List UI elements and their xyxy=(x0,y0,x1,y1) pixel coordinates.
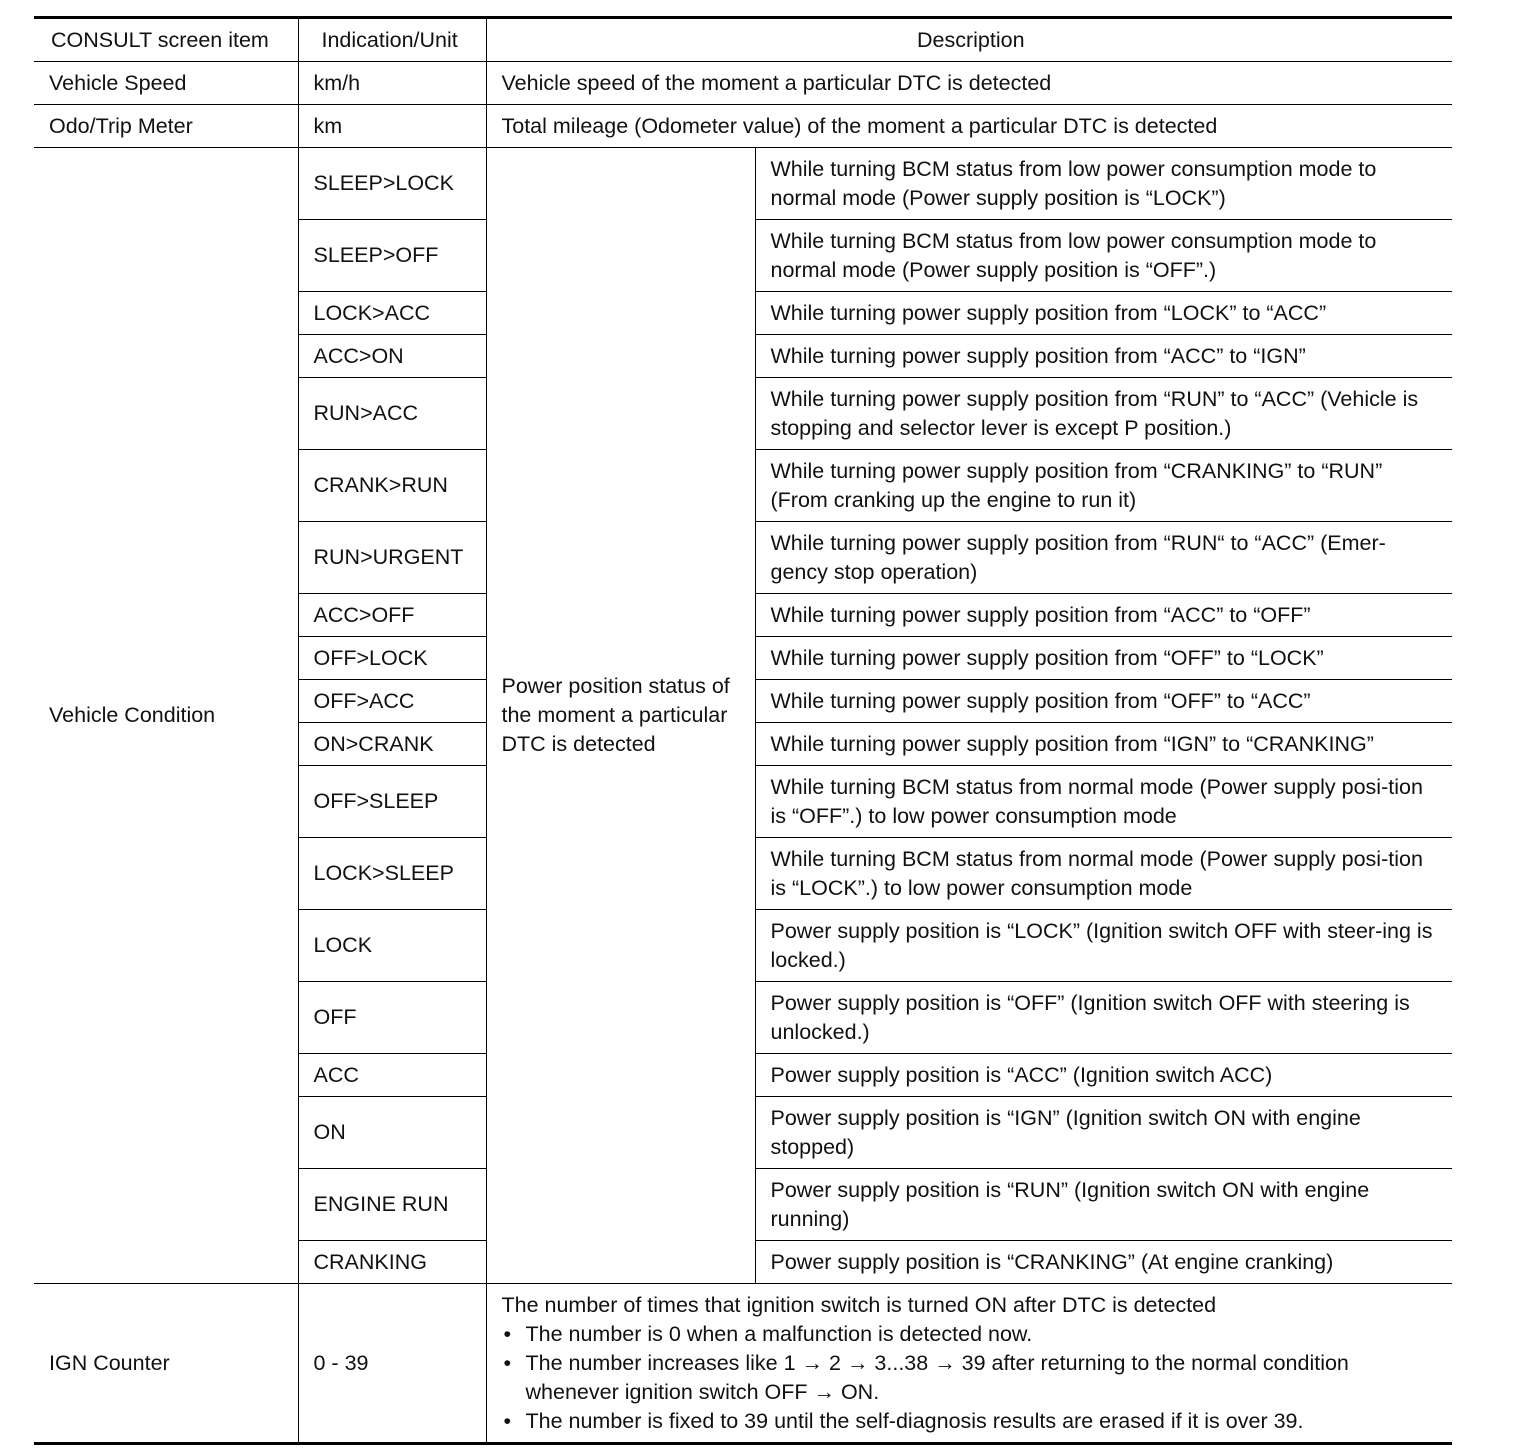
ign-counter-description xyxy=(486,1284,1452,1444)
description-cell: While turning BCM status from normal mode (Power supply posi-tion is “OFF”.) to low power consumption mode xyxy=(755,766,1452,838)
indication-cell: OFF>ACC xyxy=(298,680,486,723)
description-cell: While turning power supply position from “OFF” to “LOCK” xyxy=(755,637,1452,680)
indication-cell: RUN>URGENT xyxy=(298,522,486,594)
indication-cell: RUN>ACC xyxy=(298,378,486,450)
description-cell: While turning power supply position from “OFF” to “ACC” xyxy=(755,680,1452,723)
description-cell: Power supply position is “ACC” (Ignition switch ACC) xyxy=(755,1054,1452,1097)
table-row xyxy=(34,62,1452,105)
table-header-row xyxy=(34,18,1452,62)
ign-counter-intro: The number of times that ignition switch is turned ON after DTC is detected xyxy=(501,1292,1217,1317)
description-cell: Vehicle speed of the moment a particular DTC is detected xyxy=(486,62,1452,105)
list-item: • The number is fixed to 39 until the self-diagnosis results are erased if it is over 39. xyxy=(502,1407,1441,1436)
list-item: • The number is 0 when a malfunction is detected now. xyxy=(502,1320,1441,1349)
description-cell: While turning power supply position from “CRANKING” to “RUN” (From cranking up the engine to run it) xyxy=(755,450,1452,522)
spec-page xyxy=(34,16,1452,1445)
list-item: • The number increases like 1 → 2 → 3...38 → 39 after returning to the normal condition whenever ignition switch OFF → ON. xyxy=(502,1349,1441,1407)
description-cell: While turning BCM status from low power consumption mode to normal mode (Power supply position is “OFF”.) xyxy=(755,220,1452,292)
description-cell: While turning power supply position from “IGN” to “CRANKING” xyxy=(755,723,1452,766)
indication-cell: CRANK>RUN xyxy=(298,450,486,522)
description-cell: While turning power supply position from “RUN“ to “ACC” (Emer-gency stop operation) xyxy=(755,522,1452,594)
indication-cell: CRANKING xyxy=(298,1241,486,1284)
header-screen-item: CONSULT screen item xyxy=(34,18,298,62)
ign-counter-item: IGN Counter xyxy=(34,1284,298,1444)
indication-cell: LOCK>SLEEP xyxy=(298,838,486,910)
indication-cell: LOCK>ACC xyxy=(298,292,486,335)
table-row xyxy=(34,105,1452,148)
indication-cell: ACC>ON xyxy=(298,335,486,378)
indication-cell: OFF>LOCK xyxy=(298,637,486,680)
description-cell: Power supply position is “RUN” (Ignition switch ON with engine running) xyxy=(755,1169,1452,1241)
ign-counter-bullets xyxy=(502,1320,1441,1436)
consult-data-table xyxy=(34,16,1452,1445)
indication-cell: ACC>OFF xyxy=(298,594,486,637)
indication-cell: ENGINE RUN xyxy=(298,1169,486,1241)
indication-cell: ON xyxy=(298,1097,486,1169)
vehicle-condition-group-description: Power position status of the moment a particular DTC is detected xyxy=(486,148,755,1284)
indication-cell: SLEEP>OFF xyxy=(298,220,486,292)
description-cell: Power supply position is “LOCK” (Ignition switch OFF with steer-ing is locked.) xyxy=(755,910,1452,982)
indication-cell: OFF xyxy=(298,982,486,1054)
table-row xyxy=(34,1284,1452,1444)
description-cell: Power supply position is “CRANKING” (At engine cranking) xyxy=(755,1241,1452,1284)
description-cell: While turning power supply position from “ACC” to “OFF” xyxy=(755,594,1452,637)
description-cell: Power supply position is “OFF” (Ignition switch OFF with steering is unlocked.) xyxy=(755,982,1452,1054)
description-cell: While turning BCM status from normal mode (Power supply posi-tion is “LOCK”.) to low power consumption mode xyxy=(755,838,1452,910)
header-indication-unit: Indication/Unit xyxy=(298,18,486,62)
header-description: Description xyxy=(486,18,1452,62)
description-cell: Power supply position is “IGN” (Ignition switch ON with engine stopped) xyxy=(755,1097,1452,1169)
indication-cell: OFF>SLEEP xyxy=(298,766,486,838)
indication-cell: ACC xyxy=(298,1054,486,1097)
description-cell: While turning power supply position from “ACC” to “IGN” xyxy=(755,335,1452,378)
vehicle-condition-item: Vehicle Condition xyxy=(34,148,298,1284)
description-cell: Total mileage (Odometer value) of the moment a particular DTC is detected xyxy=(486,105,1452,148)
item-cell: Vehicle Speed xyxy=(34,62,298,105)
indication-cell: LOCK xyxy=(298,910,486,982)
description-cell: While turning power supply position from “RUN” to “ACC” (Vehicle is stopping and selector lever is except P position.) xyxy=(755,378,1452,450)
indication-cell: SLEEP>LOCK xyxy=(298,148,486,220)
table-row xyxy=(34,148,1452,220)
description-cell: While turning power supply position from “LOCK” to “ACC” xyxy=(755,292,1452,335)
unit-cell: km/h xyxy=(298,62,486,105)
item-cell: Odo/Trip Meter xyxy=(34,105,298,148)
description-cell: While turning BCM status from low power consumption mode to normal mode (Power supply position is “LOCK”) xyxy=(755,148,1452,220)
ign-counter-unit: 0 - 39 xyxy=(298,1284,486,1444)
indication-cell: ON>CRANK xyxy=(298,723,486,766)
unit-cell: km xyxy=(298,105,486,148)
